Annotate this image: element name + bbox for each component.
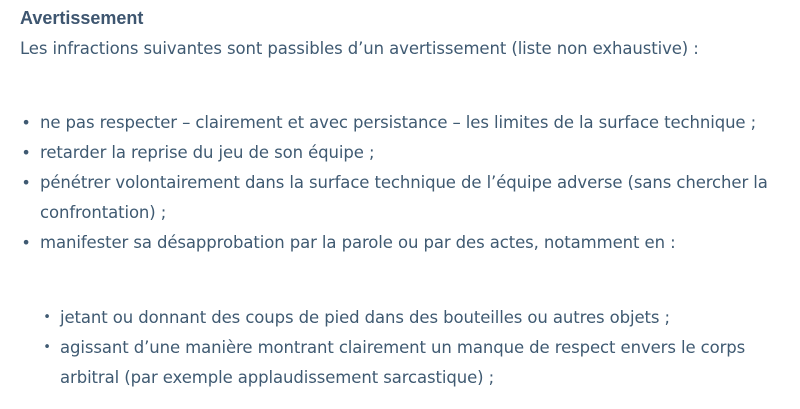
list-item [0,138,800,168]
list-item-text: manifester sa désapprobation par la parole ou par des actes, notamment en : [40,233,676,252]
list-item [0,168,800,228]
list-item-text: retarder la reprise du jeu de son équipe ; [40,143,375,162]
bullet-icon: • [21,113,31,132]
bullet-icon: • [21,173,31,192]
sub-list [0,303,800,393]
bullet-icon: • [21,233,31,252]
infraction-list [0,108,800,258]
list-item-text: ne pas respecter – clairement et avec persistance – les limites de la surface technique ; [40,113,757,132]
sub-list-item-text: jetant ou donnant des coups de pied dans des bouteilles ou autres objets ; [60,308,671,327]
list-item [0,228,800,258]
sub-list-item [0,333,800,393]
small-bullet-icon: • [43,340,51,355]
small-bullet-icon: • [43,310,51,325]
section-heading: Avertissement [20,8,144,28]
sub-list-item-text: agissant d’une manière montrant clairement un manque de respect envers le corps arbitral (par exemple applaudissement sarcastique) ; [60,338,746,387]
intro-paragraph: Les infractions suivantes sont passibles d’un avertissement (liste non exhaustive) : [20,39,699,58]
list-item [0,108,800,138]
bullet-icon: • [21,143,31,162]
sub-list-item [0,303,800,333]
list-item-text: pénétrer volontairement dans la surface technique de l’équipe adverse (sans chercher la confrontation) ; [40,173,768,222]
